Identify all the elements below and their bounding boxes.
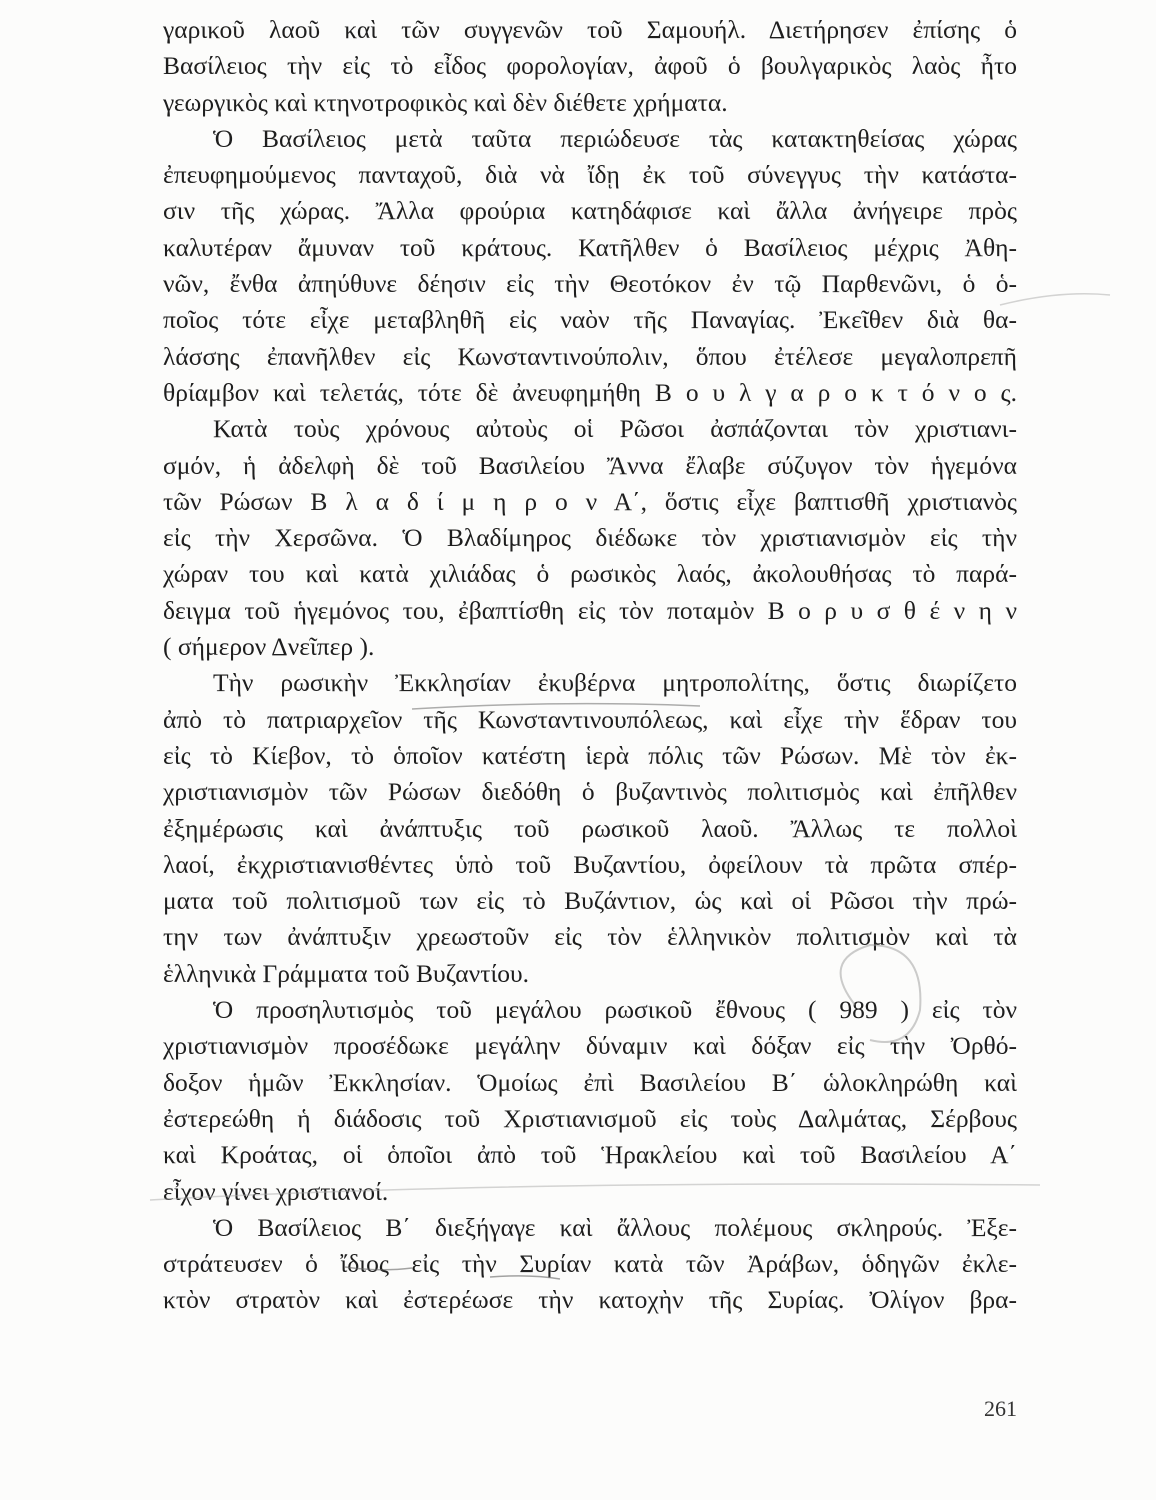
text-line: δειγμα τοῦ ἡγεμόνος του, ἐβαπτίσθη εἰς τὸν ποταμὸν Β ο ρ υ σ θ έ ν η ν [163,595,1017,625]
text-line: λάσσης ἐπανῆλθεν εἰς Κωνσταντινούπολιν, ὅπου ἐτέλεσε μεγαλοπρεπῆ [163,341,1017,371]
text-line: θρίαμβον καὶ τελετάς, τότε δὲ ἀνευφημήθη Β ο υ λ γ α ρ ο κ τ ό ν ο ς. [163,377,1017,407]
text-line: τῶν Ρώσων Β λ α δ ί μ η ρ ο ν Α΄, ὅστις εἶχε βαπτισθῆ χριστιανὸς [163,486,1017,516]
text-line: ποῖος τότε εἶχε μεταβληθῆ εἰς ναὸν τῆς Παναγίας. Ἐκεῖθεν διὰ θα- [163,305,1017,335]
text-line: εἰς τὸ Κίεβον, τὸ ὁποῖον κατέστη ἱερὰ πόλις τῶν Ρώσων. Μὲ τὸν ἐκ- [163,740,1017,770]
text-line: εἶχον γίνει χριστιανοί. [163,1176,389,1206]
text-line: δοξον ἡμῶν Ἐκκλησίαν. Ὁμοίως ἐπὶ Βασιλείου Β΄ ὡλοκληρώθη καὶ [163,1067,1017,1097]
text-line: στράτευσεν ὁ ἴδιος εἰς τὴν Συρίαν κατὰ τῶν Ἀράβων, ὁδηγῶν ἐκλε- [163,1249,1017,1279]
text-line: λαοί, ἐκχριστιανισθέντες ὑπὸ τοῦ Βυζαντίου, ὀφείλουν τὰ πρῶτα σπέρ- [163,849,1017,879]
paragraph-start-line: Κατὰ τοὺς χρόνους αὐτοὺς οἱ Ρῶσοι ἀσπάζονται τὸν χριστιανι- [213,414,1017,444]
text-line: ἐπευφημούμενος πανταχοῦ, διὰ νὰ ἴδῃ ἐκ τοῦ σύνεγγυς τὴν κατάστα- [163,160,1017,190]
text-line: εἰς τὴν Χερσῶνα. Ὁ Βλαδίμηρος διέδωκε τὸν χριστιανισμὸν εἰς τὴν [163,523,1017,553]
page-number: 261 [984,1396,1017,1421]
text-line: Βασίλειος τὴν εἰς τὸ εἶδος φορολογίαν, ἀφοῦ ὁ βουλγαρικὸς λαὸς ἦτο [163,51,1017,81]
text-line: χώραν του καὶ κατὰ χιλιάδας ὁ ρωσικὸς λαός, ἀκολουθήσας τὸ παρά- [163,559,1017,589]
text-line: ἐξημέρωσις καὶ ἀνάπτυξις τοῦ ρωσικοῦ λαοῦ. Ἄλλως τε πολλοὶ [163,813,1017,843]
text-line: σμόν, ἡ ἀδελφὴ δὲ τοῦ Βασιλείου Ἄννα ἔλαβε σύζυγον τὸν ἡγεμόνα [163,450,1017,480]
text-line: γεωργικὸς καὶ κτηνοτροφικὸς καὶ δὲν διέθετε χρήματα. [163,87,728,117]
paragraph-start-line: Τὴν ρωσικὴν Ἐκκλησίαν ἐκυβέρνα μητροπολίτης, ὅστις διωρίζετο [213,668,1017,698]
text-line: την των ἀνάπτυξιν χρεωστοῦν εἰς τὸν ἑλληνικὸν πολιτισμὸν καὶ τὰ [163,922,1017,952]
text-line: χριστιανισμὸν τῶν Ρώσων διεδόθη ὁ βυζαντινὸς πολιτισμὸς καὶ ἐπῆλθεν [163,777,1017,807]
text-line: σιν τῆς χώρας. Ἄλλα φρούρια κατηδάφισε καὶ ἄλλα ἀνήγειρε πρὸς [163,196,1017,226]
text-line: γαρικοῦ λαοῦ καὶ τῶν συγγενῶν τοῦ Σαμουήλ. Διετήρησεν ἐπίσης ὁ [163,15,1017,44]
text-line: ἑλληνικὰ Γράμματα τοῦ Βυζαντίου. [163,958,530,988]
text-line: καὶ Κροάτας, οἱ ὁποῖοι ἀπὸ τοῦ Ἡρακλείου καὶ τοῦ Βασιλείου Α΄ [163,1140,1017,1170]
paragraph-start-line: Ὁ Βασίλειος μετὰ ταῦτα περιώδευσε τὰς κατακτηθείσας χώρας [213,123,1017,153]
paragraph-start-line: Ὁ προσηλυτισμὸς τοῦ μεγάλου ρωσικοῦ ἔθνους ( 989 ) εἰς τὸν [213,995,1017,1025]
text-line: νῶν, ἔνθα ἀπηύθυνε δέησιν εἰς τὴν Θεοτόκον ἐν τῷ Παρθενῶνι, ὁ ὁ- [163,269,1017,299]
text-line: καλυτέραν ἄμυναν τοῦ κράτους. Κατῆλθεν ὁ Βασίλειος μέχρις Ἀθη- [163,232,1017,262]
text-line: κτὸν στρατὸν καὶ ἐστερέωσε τὴν κατοχὴν τῆς Συρίας. Ὀλίγον βρα- [163,1285,1017,1315]
text-line: ἐστερεώθη ἡ διάδοσις τοῦ Χριστιανισμοῦ εἰς τοὺς Δαλμάτας, Σέρβους [163,1103,1017,1133]
body-text [163,12,1017,1319]
text-line: χριστιανισμὸν προσέδωκε μεγάλην δύναμιν καὶ δόξαν εἰς τὴν Ὀρθό- [163,1031,1017,1061]
text-line: ( σήμερον Δνεῖπερ ). [163,632,375,662]
text-line: ἀπὸ τὸ πατριαρχεῖον τῆς Κωνσταντινουπόλεως, καὶ εἶχε τὴν ἕδραν του [163,704,1017,734]
paragraph-start-line: Ὁ Βασίλειος Β΄ διεξήγαγε καὶ ἄλλους πολέμους σκληρούς. Ἐξε- [213,1212,1017,1242]
text-line: ματα τοῦ πολιτισμοῦ των εἰς τὸ Βυζάντιον, ὡς καὶ οἱ Ρῶσοι τὴν πρώ- [163,886,1017,916]
